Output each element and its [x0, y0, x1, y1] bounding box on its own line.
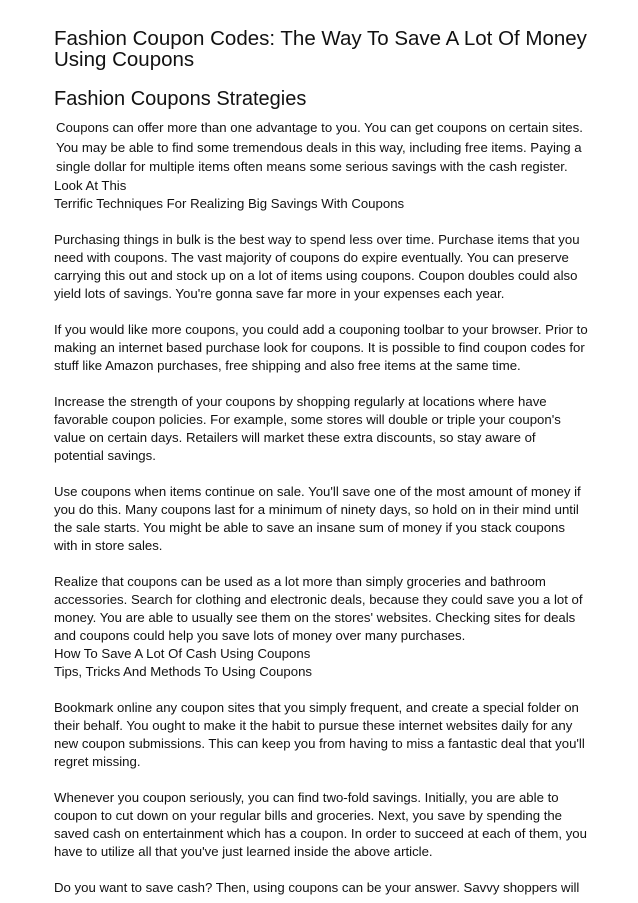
document-title: Fashion Coupon Codes: The Way To Save A Lot Of Money Using Coupons: [54, 27, 587, 71]
link-terrific-techniques[interactable]: Terrific Techniques For Realizing Big Savings With Coupons: [54, 195, 405, 211]
paragraph: Use coupons when items continue on sale. You'll save one of the most amount of money if you do this. Many coupons last for a minimum of ninety days, so hold on in their mind until the sale starts. You might be able to save an insane sum of money if you stack coupons with in store sales.: [54, 483, 581, 553]
paragraph: If you would like more coupons, you could add a couponing toolbar to your browser. Prior to making an internet based purchase look for coupons. It is possible to find coupon codes for stuff like Amazon purchases, free shipping and also free items at the same time.: [54, 321, 588, 373]
link-tips-tricks[interactable]: Tips, Tricks And Methods To Using Coupons: [54, 663, 313, 679]
paragraph: Increase the strength of your coupons by shopping regularly at locations where have favorable coupon policies. For example, some stores will double or triple your coupon's value on certain days. Retailers will market these extra discounts, so stay aware of potential savings.: [54, 393, 561, 463]
paragraph: Purchasing things in bulk is the best way to spend less over time. Purchase items that you need with coupons. The vast majority of coupons do expire eventually. You can preserve carrying this out and stock up on a lot of items using coupons. Coupon doubles could also yield lots of savings. You're gonna save far more in your expenses each year.: [54, 231, 580, 301]
link-how-to-save[interactable]: How To Save A Lot Of Cash Using Coupons: [54, 645, 311, 661]
paragraph: Bookmark online any coupon sites that you simply frequent, and create a special folder on their behalf. You ought to make it the habit to pursue these internet websites daily for any new coupon submissions. This can keep you from having to miss a fantastic deal that you'll regret missing.: [54, 699, 585, 769]
section-heading: Fashion Coupons Strategies: [54, 88, 307, 110]
paragraph: Whenever you coupon seriously, you can find two-fold savings. Initially, you are able to coupon to cut down on your regular bills and groceries. Next, you save by spending the saved cash on entertainment which has a coupon. In order to succeed at each of them, you have to utilize all that you've just learned inside the above article.: [54, 789, 587, 859]
paragraph: Realize that coupons can be used as a lot more than simply groceries and bathroom accessories. Search for clothing and electronic deals, because they could save you a lot of money. You are able to usually see them on the stores' websites. Checking sites for deals and coupons could help you save lots of money over many purchases.: [54, 573, 583, 643]
link-look-at-this[interactable]: Look At This: [54, 177, 127, 193]
intro-paragraph: Coupons can offer more than one advantage to you. You can get coupons on certain sites. You may be able to find some tremendous deals in this way, including free items. Paying a single dollar for multiple items often means some serious savings with the cash register.: [56, 120, 583, 174]
paragraph: Do you want to save cash? Then, using coupons can be your answer. Savvy shoppers will: [54, 879, 580, 895]
document-body: [54, 118, 589, 897]
